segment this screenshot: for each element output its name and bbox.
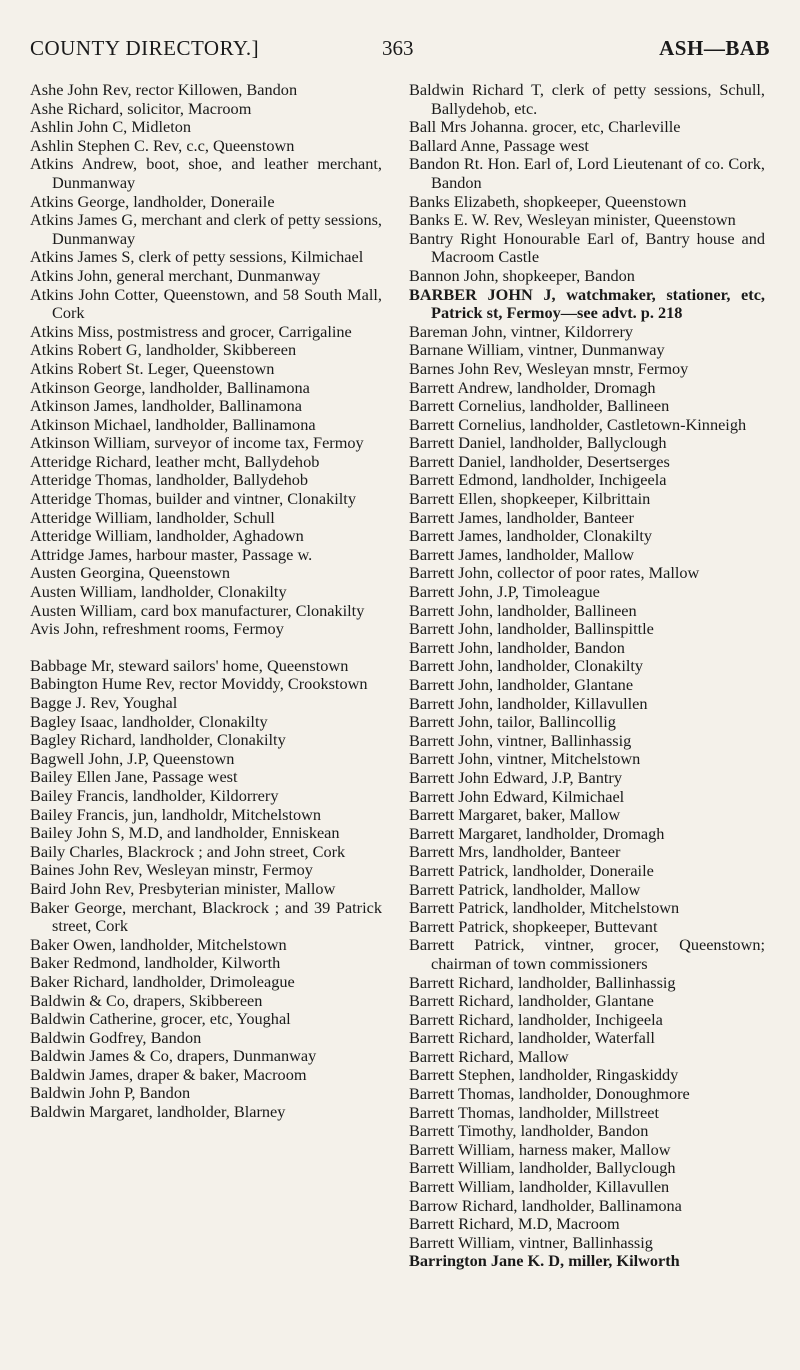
directory-entry: Barrett Patrick, landholder, Doneraile: [409, 860, 654, 880]
directory-entry: Atkins George, landholder, Doneraile: [30, 191, 275, 211]
running-title: COUNTY DIRECTORY.]: [30, 36, 260, 60]
directory-entry: Barrett John, vintner, Mitchelstown: [409, 749, 641, 769]
directory-entry: Banks E. W. Rev, Wesleyan minister, Queenstown: [409, 210, 736, 230]
directory-entry: Bareman John, vintner, Kildorrery: [409, 321, 634, 341]
directory-entry: Austen Georgina, Queenstown: [30, 563, 231, 583]
directory-entry: Atkins Robert St. Leger, Queenstown: [30, 358, 275, 378]
directory-entry: Ballard Anne, Passage west: [409, 135, 589, 155]
directory-entry: Barrett James, landholder, Banteer: [409, 507, 634, 527]
directory-entry: Baldwin John P, Bandon: [30, 1083, 191, 1103]
directory-entry: Ashe John Rev, rector Killowen, Bandon: [30, 80, 298, 99]
directory-entry: Barrett Margaret, landholder, Dromagh: [409, 823, 665, 843]
directory-entry: Bantry Right Honourable Earl of, Bantry house and Macroom Castle: [409, 228, 765, 267]
directory-entry: Austen William, landholder, Clonakilty: [30, 582, 287, 602]
directory-entry: Ashe Richard, solicitor, Macroom: [30, 98, 252, 118]
directory-entry: Barrett Stephen, landholder, Ringaskiddy: [409, 1065, 679, 1085]
directory-entry: Barrett John, collector of poor rates, Mallow: [409, 563, 700, 583]
directory-entry: Atkinson William, surveyor of income tax, Fermoy: [30, 433, 364, 453]
directory-entry: Barrett William, vintner, Ballinhassig: [409, 1232, 653, 1252]
directory-entry: Baker Richard, landholder, Drimoleague: [30, 971, 295, 991]
directory-entry: Barrett Thomas, landholder, Donoughmore: [409, 1084, 690, 1104]
directory-entry: Atkins John, general merchant, Dunmanway: [30, 265, 321, 285]
directory-entry: Barrett Richard, landholder, Waterfall: [409, 1028, 655, 1048]
directory-entry: Barrett Thomas, landholder, Millstreet: [409, 1102, 659, 1122]
right-column: [409, 81, 765, 1271]
directory-entry: Atkins James S, clerk of petty sessions, Kilmichael: [30, 247, 364, 267]
left-column: [30, 81, 382, 1122]
directory-entry: Barrett William, landholder, Ballyclough: [409, 1158, 676, 1178]
directory-entry: Babington Hume Rev, rector Moviddy, Crookstown: [30, 674, 368, 694]
directory-entry: Barrett John, vintner, Ballinhassig: [409, 730, 632, 750]
directory-entry: Barnane William, vintner, Dunmanway: [409, 340, 665, 360]
directory-entry: Barrett Edmond, landholder, Inchigeela: [409, 470, 667, 490]
directory-entry: Barrett John Edward, J.P, Bantry: [409, 767, 622, 787]
directory-entry: Baldwin Catherine, grocer, etc, Youghal: [30, 1009, 291, 1029]
directory-entry: Barrett John, J.P, Timoleague: [409, 582, 600, 602]
directory-entry: Ball Mrs Johanna. grocer, etc, Charleville: [409, 117, 681, 137]
directory-entry: Barrett Patrick, vintner, grocer, Queenstown; chairman of town commissioners: [409, 935, 765, 973]
directory-entry: Bagge J. Rev, Youghal: [30, 693, 178, 712]
directory-entry: Bandon Rt. Hon. Earl of, Lord Lieutenant of co. Cork, Bandon: [409, 154, 765, 192]
directory-entry: Bailey Francis, jun, landholdr, Mitchelstown: [30, 804, 322, 824]
directory-entry: Baker Owen, landholder, Mitchelstown: [30, 934, 287, 954]
directory-entry: Baldwin James & Co, drapers, Dunmanway: [30, 1046, 317, 1066]
page-header: [30, 36, 770, 66]
directory-entry: Barrett Cornelius, landholder, Ballineen: [409, 396, 670, 416]
directory-entry: Banks Elizabeth, shopkeeper, Queenstown: [409, 191, 687, 211]
directory-entry: Barrett John, landholder, Glantane: [409, 675, 634, 694]
directory-entry: Barnes John Rev, Wesleyan mnstr, Fermoy: [409, 358, 689, 378]
directory-entry: Atkins Robert G, landholder, Skibbereen: [30, 340, 297, 360]
directory-entry: Barrett Ellen, shopkeeper, Kilbrittain: [409, 489, 651, 509]
directory-entry: Barrett Richard, M.D, Macroom: [409, 1214, 620, 1234]
page-number: 363: [382, 36, 414, 60]
directory-entry: Baily Charles, Blackrock ; and John street, Cork: [30, 841, 346, 861]
directory-entry: Barrett John, landholder, Clonakilty: [409, 656, 644, 676]
directory-entry: Barrett James, landholder, Clonakilty: [409, 526, 653, 546]
directory-entry: Barrett Richard, landholder, Glantane: [409, 991, 654, 1011]
directory-entry: Ashlin John C, Midleton: [30, 117, 192, 137]
directory-entry: Bagley Isaac, landholder, Clonakilty: [30, 711, 268, 731]
directory-entry: Barrett Richard, landholder, Inchigeela: [409, 1009, 663, 1029]
directory-entry: Barrett James, landholder, Mallow: [409, 544, 634, 564]
directory-entry: Barrett Patrick, landholder, Mitchelstown: [409, 898, 680, 918]
directory-entry: Atkins Andrew, boot, shoe, and leather merchant, Dunmanway: [30, 154, 382, 192]
directory-entry: Bailey Ellen Jane, Passage west: [30, 767, 238, 787]
directory-entry: Atkins John Cotter, Queenstown, and 58 South Mall, Cork: [30, 284, 382, 323]
directory-entry: Baldwin James, draper & baker, Macroom: [30, 1064, 307, 1084]
directory-entry: Baker George, merchant, Blackrock ; and 39 Patrick street, Cork: [30, 897, 382, 936]
directory-entry: Barrington Jane K. D, miller, Kilworth: [409, 1251, 680, 1271]
directory-entry: Atteridge Thomas, landholder, Ballydehob: [30, 470, 309, 490]
directory-entry: Atkins James G, merchant and clerk of petty sessions, Dunmanway: [30, 210, 382, 248]
directory-entry: Atteridge Thomas, builder and vintner, Clonakilty: [30, 489, 356, 509]
directory-entry: Austen William, card box manufacturer, Clonakilty: [30, 600, 365, 620]
directory-entry: Barrett Daniel, landholder, Ballyclough: [409, 433, 667, 453]
directory-entry: Baldwin & Co, drapers, Skibbereen: [30, 990, 263, 1010]
directory-entry: Barrett John, landholder, Ballineen: [409, 600, 637, 620]
directory-entry: Barrett John, landholder, Killavullen: [409, 693, 648, 713]
directory-entry: Barrett Patrick, shopkeeper, Buttevant: [409, 916, 658, 936]
directory-entry: Atteridge Richard, leather mcht, Ballydehob: [30, 451, 320, 471]
directory-entry: Ashlin Stephen C. Rev, c.c, Queenstown: [30, 135, 295, 155]
directory-entry: Bannon John, shopkeeper, Bandon: [409, 265, 635, 285]
directory-entry: Barrett Timothy, landholder, Bandon: [409, 1121, 649, 1141]
section-gap: [30, 639, 382, 657]
directory-entry: Atteridge William, landholder, Aghadown: [30, 526, 304, 546]
alphabet-range: ASH—BAB: [659, 36, 770, 60]
directory-entry: Baldwin Margaret, landholder, Blarney: [30, 1102, 286, 1122]
directory-entry: Baldwin Godfrey, Bandon: [30, 1027, 202, 1047]
directory-entry: Barrett John, tailor, Ballincollig: [409, 712, 616, 732]
directory-entry: Barrett John, landholder, Ballinspittle: [409, 619, 654, 639]
directory-entry: Barrett William, harness maker, Mallow: [409, 1139, 671, 1159]
directory-entry: Barrett Richard, landholder, Ballinhassig: [409, 972, 676, 992]
directory-entry: Attridge James, harbour master, Passage w.: [30, 544, 313, 564]
directory-entry: Bagwell John, J.P, Queenstown: [30, 748, 235, 768]
directory-entry: Barrett William, landholder, Killavullen: [409, 1177, 670, 1197]
directory-entry: Babbage Mr, steward sailors' home, Queenstown: [30, 655, 349, 675]
directory-entry: Atkins Miss, postmistress and grocer, Carrigaline: [30, 321, 352, 341]
directory-entry: Barrow Richard, landholder, Ballinamona: [409, 1195, 682, 1215]
directory-entry: Atkinson James, landholder, Ballinamona: [30, 396, 303, 416]
directory-entry: Barrett Margaret, baker, Mallow: [409, 805, 621, 825]
directory-entry: Atkinson Michael, landholder, Ballinamona: [30, 414, 316, 434]
directory-entry: Bailey Francis, landholder, Kildorrery: [30, 785, 279, 805]
directory-entry: Baines John Rev, Wesleyan minstr, Fermoy: [30, 860, 313, 880]
directory-entry: Baird John Rev, Presbyterian minister, Mallow: [30, 878, 336, 898]
directory-entry: Baker Redmond, landholder, Kilworth: [30, 953, 281, 973]
directory-entry: Barrett Patrick, landholder, Mallow: [409, 879, 641, 899]
directory-entry: Barrett Cornelius, landholder, Castletown-Kinneigh: [409, 414, 747, 434]
directory-entry: Baldwin Richard T, clerk of petty sessions, Schull, Ballydehob, etc.: [409, 80, 765, 118]
directory-entry: Barrett Daniel, landholder, Desertserges: [409, 451, 670, 471]
directory-entry: BARBER JOHN J, watchmaker, stationer, etc, Patrick st, Fermoy—see advt. p. 218: [409, 284, 765, 323]
directory-entry: Barrett Mrs, landholder, Banteer: [409, 842, 621, 862]
directory-entry: Atteridge William, landholder, Schull: [30, 507, 275, 527]
directory-entry: Avis John, refreshment rooms, Fermoy: [30, 619, 284, 639]
directory-entry: Bailey John S, M.D, and landholder, Enniskean: [30, 823, 340, 843]
directory-entry: Barrett Andrew, landholder, Dromagh: [409, 377, 656, 397]
directory-entry: Atkinson George, landholder, Ballinamona: [30, 377, 310, 397]
directory-entry: Barrett Richard, Mallow: [409, 1046, 569, 1066]
directory-entry: Barrett John, landholder, Bandon: [409, 637, 625, 657]
directory-entry: Bagley Richard, landholder, Clonakilty: [30, 730, 286, 750]
directory-entry: Barrett John Edward, Kilmichael: [409, 786, 625, 806]
